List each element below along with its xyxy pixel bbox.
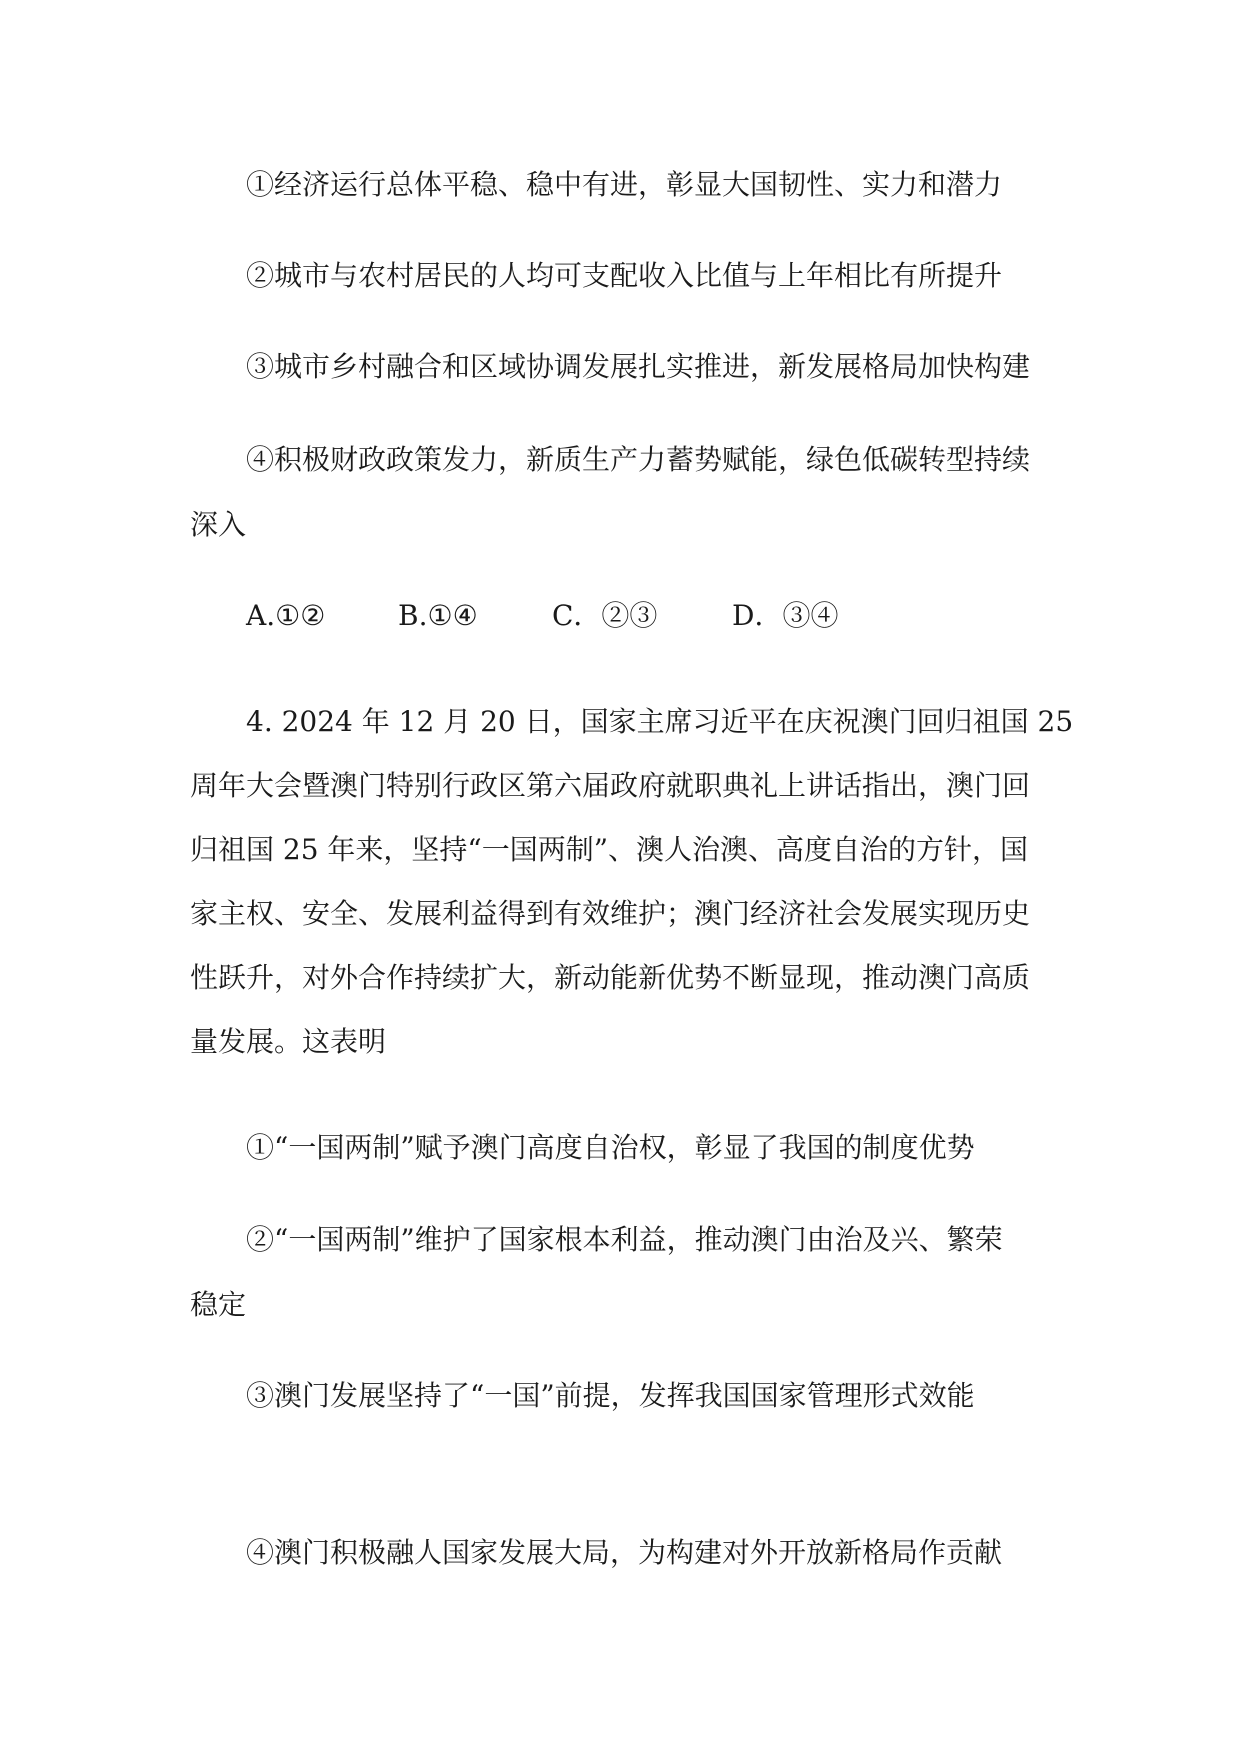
q4-statement-2: ②“一国两制”维护了国家根本利益，推动澳门由治及兴、繁荣 bbox=[246, 1223, 1003, 1256]
q3-statement-1: ①经济运行总体平稳、稳中有进，彰显大国韧性、实力和潜力 bbox=[246, 168, 1003, 201]
option-c: C．②③ bbox=[552, 599, 658, 632]
q4-statement-1: ①“一国两制”赋予澳门高度自治权，彰显了我国的制度优势 bbox=[246, 1131, 975, 1164]
q4-statement-2-continuation: 稳定 bbox=[190, 1288, 247, 1321]
q4-stem-line-5: 性跃升，对外合作持续扩大，新动能新优势不断显现，推动澳门高质 bbox=[190, 961, 1031, 994]
q3-statement-2: ②城市与农村居民的人均可支配收入比值与上年相比有所提升 bbox=[246, 259, 1003, 292]
q4-stem-line-1: 4. 2024 年 12 月 20 日，国家主席习近平在庆祝澳门回归祖国 25 bbox=[246, 705, 1074, 738]
q4-statement-4: ④澳门积极融人国家发展大局，为构建对外开放新格局作贡献 bbox=[246, 1536, 1003, 1569]
q4-stem-line-6: 量发展。这表明 bbox=[190, 1025, 387, 1058]
q3-statement-4-continuation: 深入 bbox=[190, 508, 247, 541]
q4-stem-line-2: 周年大会暨澳门特别行政区第六届政府就职典礼上讲话指出，澳门回 bbox=[190, 769, 1031, 802]
q4-statement-3: ③澳门发展坚持了“一国”前提，发挥我国国家管理形式效能 bbox=[246, 1379, 975, 1412]
option-d: D．③④ bbox=[732, 599, 839, 632]
option-a: A.①② bbox=[246, 599, 326, 632]
q3-statement-3: ③城市乡村融合和区域协调发展扎实推进，新发展格局加快构建 bbox=[246, 350, 1031, 383]
option-b: B.①④ bbox=[398, 599, 478, 632]
q4-stem-line-4: 家主权、安全、发展利益得到有效维护；澳门经济社会发展实现历史 bbox=[190, 897, 1031, 930]
q3-statement-4: ④积极财政政策发力，新质生产力蓄势赋能，绿色低碳转型持续 bbox=[246, 443, 1031, 476]
q4-stem-line-3: 归祖国 25 年来，坚持“一国两制”、澳人治澳、高度自治的方针，国 bbox=[190, 833, 1029, 866]
